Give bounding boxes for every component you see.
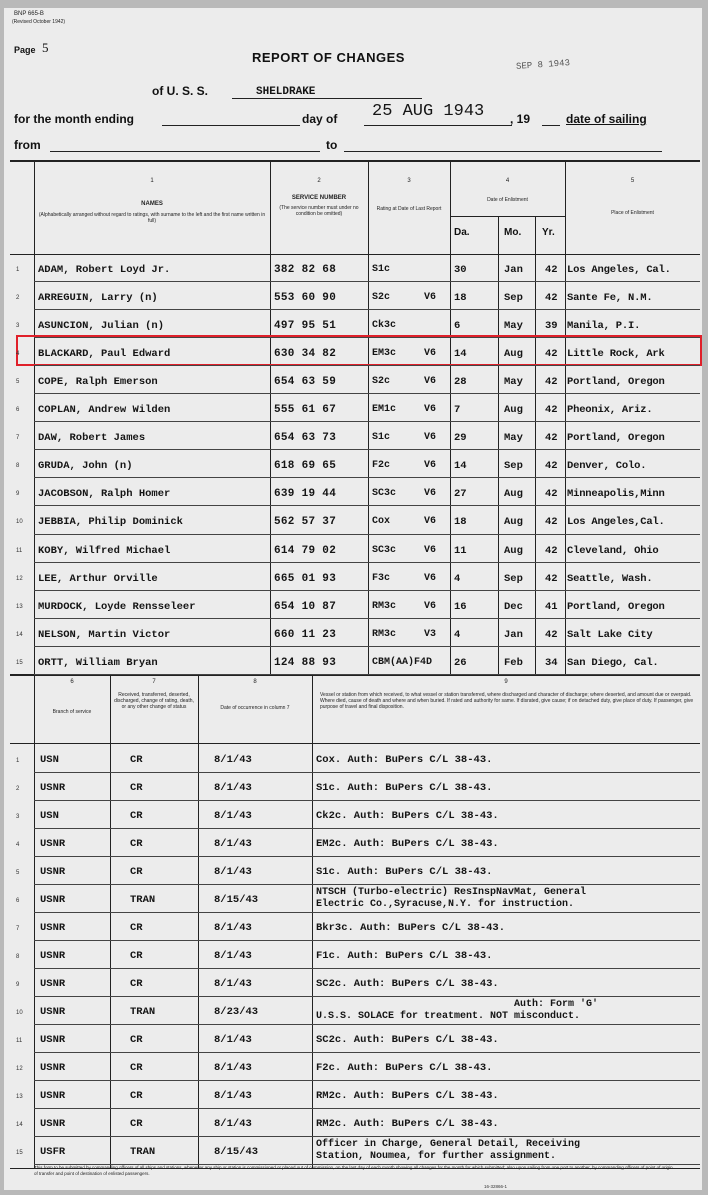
row-rule bbox=[34, 393, 700, 394]
enlist-day: 27 bbox=[454, 488, 467, 501]
crew-name: ORTT, William Bryan bbox=[38, 656, 158, 669]
enlist-month: May bbox=[504, 376, 523, 389]
row-number: 6 bbox=[16, 898, 20, 904]
col2-title: SERVICE NUMBER bbox=[291, 195, 347, 201]
rating-class: V3 bbox=[424, 628, 437, 640]
enlist-place: Portland, Oregon bbox=[567, 432, 665, 445]
col6-title: Branch of service bbox=[52, 709, 92, 715]
remarks-line: SC2c. Auth: BuPers C/L 38-43. bbox=[316, 1034, 499, 1046]
crew-name: ARREGUIN, Larry (n) bbox=[38, 292, 158, 305]
enlist-year: 42 bbox=[545, 572, 558, 585]
rating: S2c bbox=[372, 376, 391, 388]
service-number: 562 57 37 bbox=[274, 516, 337, 529]
row-number: 7 bbox=[16, 926, 20, 932]
row-number: 11 bbox=[16, 547, 23, 554]
form-code: BNP 665-B bbox=[14, 11, 44, 17]
row-number: 14 bbox=[16, 631, 23, 638]
occurrence-date: 8/1/43 bbox=[214, 1090, 252, 1102]
row-rule bbox=[34, 477, 700, 478]
remarks-line: NTSCH (Turbo-electric) ResInspNavMat, General bbox=[316, 887, 587, 898]
enlist-place: San Diego, Cal. bbox=[567, 656, 659, 669]
enlist-year: 42 bbox=[545, 432, 558, 445]
crew-name: ASUNCION, Julian (n) bbox=[38, 320, 165, 333]
enlist-day: 7 bbox=[454, 404, 461, 417]
enlist-place: Los Angeles,Cal. bbox=[567, 516, 665, 529]
enlist-day: 6 bbox=[454, 320, 461, 333]
row-rule bbox=[34, 337, 700, 338]
to-label: to bbox=[326, 138, 338, 152]
row-number: 1 bbox=[16, 758, 20, 764]
enlist-day: 18 bbox=[454, 516, 467, 529]
crew-name: BLACKARD, Paul Edward bbox=[38, 348, 171, 361]
branch-of-service: USNR bbox=[40, 922, 66, 934]
occurrence-date: 8/1/43 bbox=[214, 950, 252, 962]
rating: RM3c bbox=[372, 600, 397, 612]
row-rule bbox=[34, 618, 700, 619]
row-number: 11 bbox=[16, 1038, 23, 1044]
col6-num: 6 bbox=[70, 679, 74, 685]
col5-num: 5 bbox=[630, 178, 635, 184]
occurrence-date: 8/1/43 bbox=[214, 810, 252, 822]
service-number: 555 61 67 bbox=[274, 404, 337, 417]
enlist-year: 42 bbox=[545, 516, 558, 529]
enlist-month: Sep bbox=[504, 460, 523, 473]
enlist-day: 28 bbox=[454, 376, 467, 389]
status-change: CR bbox=[130, 866, 143, 878]
row-rule bbox=[34, 1080, 700, 1081]
enlist-month: May bbox=[504, 432, 523, 445]
branch-of-service: USNR bbox=[40, 978, 66, 990]
row-rule bbox=[34, 996, 700, 997]
remarks-line: SC2c. Auth: BuPers C/L 38-43. bbox=[316, 978, 499, 990]
branch-of-service: USNR bbox=[40, 894, 66, 906]
row-rule bbox=[34, 534, 700, 535]
enlist-month: Aug bbox=[504, 488, 523, 501]
service-number: 654 63 59 bbox=[274, 376, 337, 389]
crew-name: KOBY, Wilfred Michael bbox=[38, 544, 171, 557]
row-number: 14 bbox=[16, 1122, 23, 1128]
status-change: CR bbox=[130, 922, 143, 934]
enlist-year: 42 bbox=[545, 488, 558, 501]
enlist-month: Feb bbox=[504, 656, 523, 669]
rating: EM3c bbox=[372, 348, 397, 360]
row-rule bbox=[34, 1136, 700, 1137]
col4-num: 4 bbox=[505, 178, 510, 184]
row-number: 2 bbox=[16, 786, 20, 792]
row-rule bbox=[34, 421, 700, 422]
ship-name: SHELDRAKE bbox=[256, 86, 316, 98]
row-number: 3 bbox=[16, 323, 20, 330]
status-change: CR bbox=[130, 838, 143, 850]
page-number: 5 bbox=[42, 40, 49, 55]
report-title: REPORT OF CHANGES bbox=[252, 50, 405, 65]
row-number: 8 bbox=[16, 463, 20, 470]
branch-of-service: USNR bbox=[40, 1118, 66, 1130]
day-of-label: day of bbox=[302, 112, 338, 126]
rating-class: V6 bbox=[424, 544, 437, 556]
report-date: 25 AUG 1943 bbox=[372, 102, 485, 121]
row-number: 3 bbox=[16, 814, 20, 820]
enlist-day: 30 bbox=[454, 264, 467, 276]
rating-class: V6 bbox=[424, 572, 437, 584]
branch-of-service: USN bbox=[40, 754, 59, 766]
enlist-year: 41 bbox=[545, 600, 558, 613]
enlist-day: 16 bbox=[454, 600, 467, 613]
col4-month: Mo. bbox=[504, 227, 522, 238]
status-change: CR bbox=[130, 754, 143, 766]
enlist-place: Sante Fe, N.M. bbox=[567, 292, 653, 305]
rating: F2c bbox=[372, 460, 391, 472]
occurrence-date: 8/1/43 bbox=[214, 1062, 252, 1074]
enlist-year: 42 bbox=[545, 292, 558, 305]
service-number: 654 10 87 bbox=[274, 600, 337, 613]
enlist-day: 18 bbox=[454, 292, 467, 305]
form-revised: (Revised October 1942) bbox=[12, 19, 66, 25]
col3-title: Rating at Date of Last Report bbox=[376, 206, 442, 212]
rating: S1c bbox=[372, 432, 391, 444]
enlist-month: Aug bbox=[504, 516, 523, 529]
occurrence-date: 8/1/43 bbox=[214, 978, 252, 990]
enlist-day: 4 bbox=[454, 572, 461, 585]
enlist-month: Jan bbox=[504, 628, 523, 641]
enlist-place: Manila, P.I. bbox=[567, 320, 641, 333]
enlist-month: Aug bbox=[504, 544, 523, 557]
crew-name: DAW, Robert James bbox=[38, 432, 146, 445]
row-rule bbox=[34, 1024, 700, 1025]
enlist-place: Minneapolis,Minn bbox=[567, 488, 665, 501]
row-number: 13 bbox=[16, 1094, 23, 1100]
remarks-line: Auth: Form 'G' bbox=[514, 999, 599, 1010]
rating: CBM(AA)F4D bbox=[372, 656, 433, 668]
rating-class: V6 bbox=[424, 376, 437, 388]
remarks-line: RM2c. Auth: BuPers C/L 38-43. bbox=[316, 1118, 499, 1130]
row-number: 15 bbox=[16, 1150, 23, 1156]
crew-name: ADAM, Robert Loyd Jr. bbox=[38, 264, 171, 276]
col8-num: 8 bbox=[253, 679, 257, 685]
remarks-line: U.S.S. SOLACE for treatment. NOT misconduct. bbox=[316, 1011, 581, 1022]
row-number: 7 bbox=[16, 435, 20, 442]
occurrence-date: 8/1/43 bbox=[214, 1034, 252, 1046]
rating: EM1c bbox=[372, 404, 397, 416]
occurrence-date: 8/1/43 bbox=[214, 782, 252, 794]
rating: S1c bbox=[372, 264, 391, 275]
service-number: 614 79 02 bbox=[274, 544, 337, 557]
row-number: 9 bbox=[16, 982, 20, 988]
service-number: 665 01 93 bbox=[274, 572, 337, 585]
enlist-year: 42 bbox=[545, 544, 558, 557]
enlist-place: Pheonix, Ariz. bbox=[567, 404, 653, 417]
enlist-place: Salt Lake City bbox=[567, 628, 653, 641]
status-change: CR bbox=[130, 1118, 143, 1130]
enlist-day: 11 bbox=[454, 544, 467, 557]
remarks-line: F2c. Auth: BuPers C/L 38-43. bbox=[316, 1062, 493, 1074]
status-change: TRAN bbox=[130, 894, 156, 906]
row-rule bbox=[34, 1108, 700, 1109]
crew-name: COPLAN, Andrew Wilden bbox=[38, 404, 171, 417]
enlist-day: 26 bbox=[454, 656, 467, 669]
enlist-year: 42 bbox=[545, 376, 558, 389]
row-number: 2 bbox=[16, 295, 20, 302]
footer-note: This form to be submitted by commanding officers of all ships and stations, whenever any ship or station is commissioned or placed out of commission, on the last day of each month showing all changes for the month for which submitted; also upon sailing from one port to another, by commanding officers of point of origin of transfer and point of destination of enlisted passengers. bbox=[34, 1165, 673, 1176]
enlist-place: Portland, Oregon bbox=[567, 376, 665, 389]
row-rule bbox=[34, 1052, 700, 1053]
enlist-month: Sep bbox=[504, 572, 523, 585]
occurrence-date: 8/15/43 bbox=[214, 1146, 259, 1158]
row-rule bbox=[34, 1164, 700, 1165]
occurrence-date: 8/1/43 bbox=[214, 838, 252, 850]
enlist-place: Little Rock, Ark bbox=[567, 348, 665, 361]
enlist-month: Aug bbox=[504, 404, 523, 417]
date-of-sailing-label: date of sailing bbox=[566, 112, 647, 126]
row-rule bbox=[34, 968, 700, 969]
remarks-line: S1c. Auth: BuPers C/L 38-43. bbox=[316, 782, 493, 794]
branch-of-service: USNR bbox=[40, 1034, 66, 1046]
row-number: 5 bbox=[16, 870, 20, 876]
report-sheet bbox=[4, 8, 702, 1190]
branch-of-service: USN bbox=[40, 810, 59, 822]
col4-day: Da. bbox=[454, 227, 470, 238]
branch-of-service: USNR bbox=[40, 1090, 66, 1102]
row-number: 4 bbox=[16, 351, 20, 358]
row-rule bbox=[34, 505, 700, 506]
remarks-line: Station, Noumea, for further assignment. bbox=[316, 1151, 557, 1162]
remarks-line: F1c. Auth: BuPers C/L 38-43. bbox=[316, 950, 493, 962]
status-change: TRAN bbox=[130, 1006, 156, 1018]
rating: RM3c bbox=[372, 628, 397, 640]
col9-title: Vessel or station from which received, to what vessel or station transferred, where discharged and character of discharge; where deserted, and amount due or overpaid. Where died, cause of death and where and when buried. If rated and authority for same. If disrated, give cause; if on detached duty, give place of duty. If passenger, give purpose of travel and final disposition. bbox=[320, 692, 694, 710]
row-rule bbox=[34, 562, 700, 563]
crew-name: GRUDA, John (n) bbox=[38, 460, 133, 473]
branch-of-service: USNR bbox=[40, 1062, 66, 1074]
col7-num: 7 bbox=[152, 679, 156, 685]
row-number: 1 bbox=[16, 267, 20, 273]
service-number: 639 19 44 bbox=[274, 488, 337, 501]
status-change: CR bbox=[130, 810, 143, 822]
rating-class: V6 bbox=[424, 432, 437, 444]
status-change: CR bbox=[130, 1034, 143, 1046]
row-rule bbox=[34, 674, 700, 675]
occurrence-date: 8/1/43 bbox=[214, 922, 252, 934]
row-rule bbox=[34, 940, 700, 941]
row-number: 4 bbox=[16, 842, 20, 848]
remarks-line: Electric Co.,Syracuse,N.Y. for instruction. bbox=[316, 899, 575, 910]
enlist-day: 14 bbox=[454, 348, 467, 361]
rating: SC3c bbox=[372, 488, 397, 500]
enlist-year: 42 bbox=[545, 264, 558, 276]
rating-class: V6 bbox=[424, 404, 437, 416]
rating: F3c bbox=[372, 572, 391, 584]
crew-name: COPE, Ralph Emerson bbox=[38, 376, 158, 389]
rating-class: V6 bbox=[424, 460, 437, 472]
enlist-year: 42 bbox=[545, 628, 558, 641]
enlist-place: Los Angeles, Cal. bbox=[567, 264, 671, 276]
crew-name: NELSON, Martin Victor bbox=[38, 628, 171, 641]
service-number: 382 82 68 bbox=[274, 264, 337, 276]
enlist-year: 34 bbox=[545, 656, 558, 669]
enlist-place: Denver, Colo. bbox=[567, 460, 647, 473]
col3-num: 3 bbox=[407, 178, 411, 184]
status-change: CR bbox=[130, 950, 143, 962]
col1-note: (Alphabetically arranged without regard to ratings, with surname to the left and the first name written in full) bbox=[38, 212, 266, 224]
crew-name: JACOBSON, Ralph Homer bbox=[38, 488, 171, 501]
col8-title: Date of occurrence in column 7 bbox=[220, 705, 290, 711]
col1-num: 1 bbox=[150, 178, 154, 184]
crew-name: JEBBIA, Philip Dominick bbox=[38, 516, 183, 529]
remarks-line: Ck2c. Auth: BuPers C/L 38-43. bbox=[316, 810, 499, 822]
col4-year: Yr. bbox=[542, 227, 555, 238]
branch-of-service: USNR bbox=[40, 782, 66, 794]
row-number: 10 bbox=[16, 1010, 23, 1016]
rating-class: V6 bbox=[424, 348, 437, 360]
occurrence-date: 8/1/43 bbox=[214, 1118, 252, 1130]
from-label: from bbox=[14, 138, 41, 152]
status-change: CR bbox=[130, 978, 143, 990]
branch-of-service: USNR bbox=[40, 950, 66, 962]
col2-note: (The service number must under no condition be omitted) bbox=[279, 205, 359, 217]
row-number: 13 bbox=[16, 603, 23, 610]
branch-of-service: USNR bbox=[40, 838, 66, 850]
enlist-place: Seattle, Wash. bbox=[567, 572, 653, 585]
rating: S2c bbox=[372, 292, 391, 304]
service-number: 553 60 90 bbox=[274, 292, 337, 305]
row-rule bbox=[34, 449, 700, 450]
enlist-year: 42 bbox=[545, 348, 558, 361]
status-change: CR bbox=[130, 782, 143, 794]
row-rule bbox=[34, 365, 700, 366]
rating: Cox bbox=[372, 516, 391, 528]
col1-title: NAMES bbox=[141, 201, 163, 207]
row-rule bbox=[34, 800, 700, 801]
service-number: 630 34 82 bbox=[274, 348, 337, 361]
service-number: 654 63 73 bbox=[274, 432, 337, 445]
occurrence-date: 8/23/43 bbox=[214, 1006, 259, 1018]
col7-title: Received, transferred, deserted, discharged, change of rating, death, or any other change of status bbox=[114, 692, 194, 710]
rating-class: V6 bbox=[424, 292, 437, 304]
rating-class: V6 bbox=[424, 600, 437, 612]
row-number: 9 bbox=[16, 491, 20, 498]
row-number: 8 bbox=[16, 954, 20, 960]
service-number: 124 88 93 bbox=[274, 656, 337, 669]
enlist-day: 29 bbox=[454, 432, 467, 445]
col4-title: Date of Enlistment bbox=[487, 197, 528, 203]
branch-of-service: USFR bbox=[40, 1146, 66, 1158]
row-number: 15 bbox=[16, 659, 23, 666]
enlist-month: Aug bbox=[504, 348, 523, 361]
enlist-day: 4 bbox=[454, 628, 461, 641]
page-label: Page bbox=[14, 45, 36, 55]
enlist-month: Dec bbox=[504, 600, 523, 613]
enlist-month: Jan bbox=[504, 264, 523, 276]
enlist-place: Cleveland, Ohio bbox=[567, 544, 659, 557]
col9-num: 9 bbox=[504, 679, 508, 685]
ship-label: of U. S. S. bbox=[152, 84, 209, 98]
rating: SC3c bbox=[372, 544, 397, 556]
enlist-year: 39 bbox=[545, 320, 558, 333]
service-number: 497 95 51 bbox=[274, 320, 337, 333]
enlist-month: Sep bbox=[504, 292, 523, 305]
service-number: 660 11 23 bbox=[274, 628, 337, 641]
rating: Ck3c bbox=[372, 320, 397, 332]
branch-of-service: USNR bbox=[40, 1006, 66, 1018]
rating-class: V6 bbox=[424, 516, 437, 528]
remarks-line: Officer in Charge, General Detail, Receiving bbox=[316, 1139, 581, 1150]
row-rule bbox=[34, 828, 700, 829]
enlist-day: 14 bbox=[454, 460, 467, 473]
occurrence-date: 8/1/43 bbox=[214, 754, 252, 766]
enlist-month: May bbox=[504, 320, 523, 333]
occurrence-date: 8/1/43 bbox=[214, 866, 252, 878]
service-number: 618 69 65 bbox=[274, 460, 337, 473]
col2-num: 2 bbox=[317, 178, 321, 184]
month-ending-label: for the month ending bbox=[14, 112, 134, 126]
remarks-line: Cox. Auth: BuPers C/L 38-43. bbox=[316, 754, 493, 766]
row-rule bbox=[34, 590, 700, 591]
rating-class: V6 bbox=[424, 488, 437, 500]
row-number: 10 bbox=[16, 519, 23, 526]
status-change: CR bbox=[130, 1062, 143, 1074]
row-number: 12 bbox=[16, 575, 23, 582]
received-stamp: SEP 8 1943 bbox=[515, 58, 571, 72]
row-rule bbox=[34, 912, 700, 913]
row-rule bbox=[34, 884, 700, 885]
status-change: CR bbox=[130, 1090, 143, 1102]
row-rule bbox=[34, 309, 700, 310]
branch-of-service: USNR bbox=[40, 866, 66, 878]
row-rule bbox=[34, 772, 700, 773]
year-label: , 19 bbox=[510, 112, 531, 126]
occurrence-date: 8/15/43 bbox=[214, 894, 259, 906]
footer-code: 16-32866-1 bbox=[484, 1184, 508, 1189]
remarks-line: Bkr3c. Auth: BuPers C/L 38-43. bbox=[316, 922, 506, 934]
col5-title: Place of Enlistment bbox=[611, 210, 654, 216]
row-number: 12 bbox=[16, 1066, 23, 1072]
remarks-line: EM2c. Auth: BuPers C/L 38-43. bbox=[316, 838, 499, 850]
crew-name: MURDOCK, Loyde Rensseleer bbox=[38, 600, 196, 613]
remarks-line: S1c. Auth: BuPers C/L 38-43. bbox=[316, 866, 493, 878]
enlist-year: 42 bbox=[545, 460, 558, 473]
status-change: TRAN bbox=[130, 1146, 156, 1158]
row-number: 6 bbox=[16, 407, 20, 414]
row-rule bbox=[34, 856, 700, 857]
enlist-year: 42 bbox=[545, 404, 558, 417]
enlist-place: Portland, Oregon bbox=[567, 600, 665, 613]
row-rule bbox=[34, 646, 700, 647]
remarks-line: RM2c. Auth: BuPers C/L 38-43. bbox=[316, 1090, 499, 1102]
row-number: 5 bbox=[16, 379, 20, 386]
crew-name: LEE, Arthur Orville bbox=[38, 572, 158, 585]
row-rule bbox=[34, 281, 700, 282]
